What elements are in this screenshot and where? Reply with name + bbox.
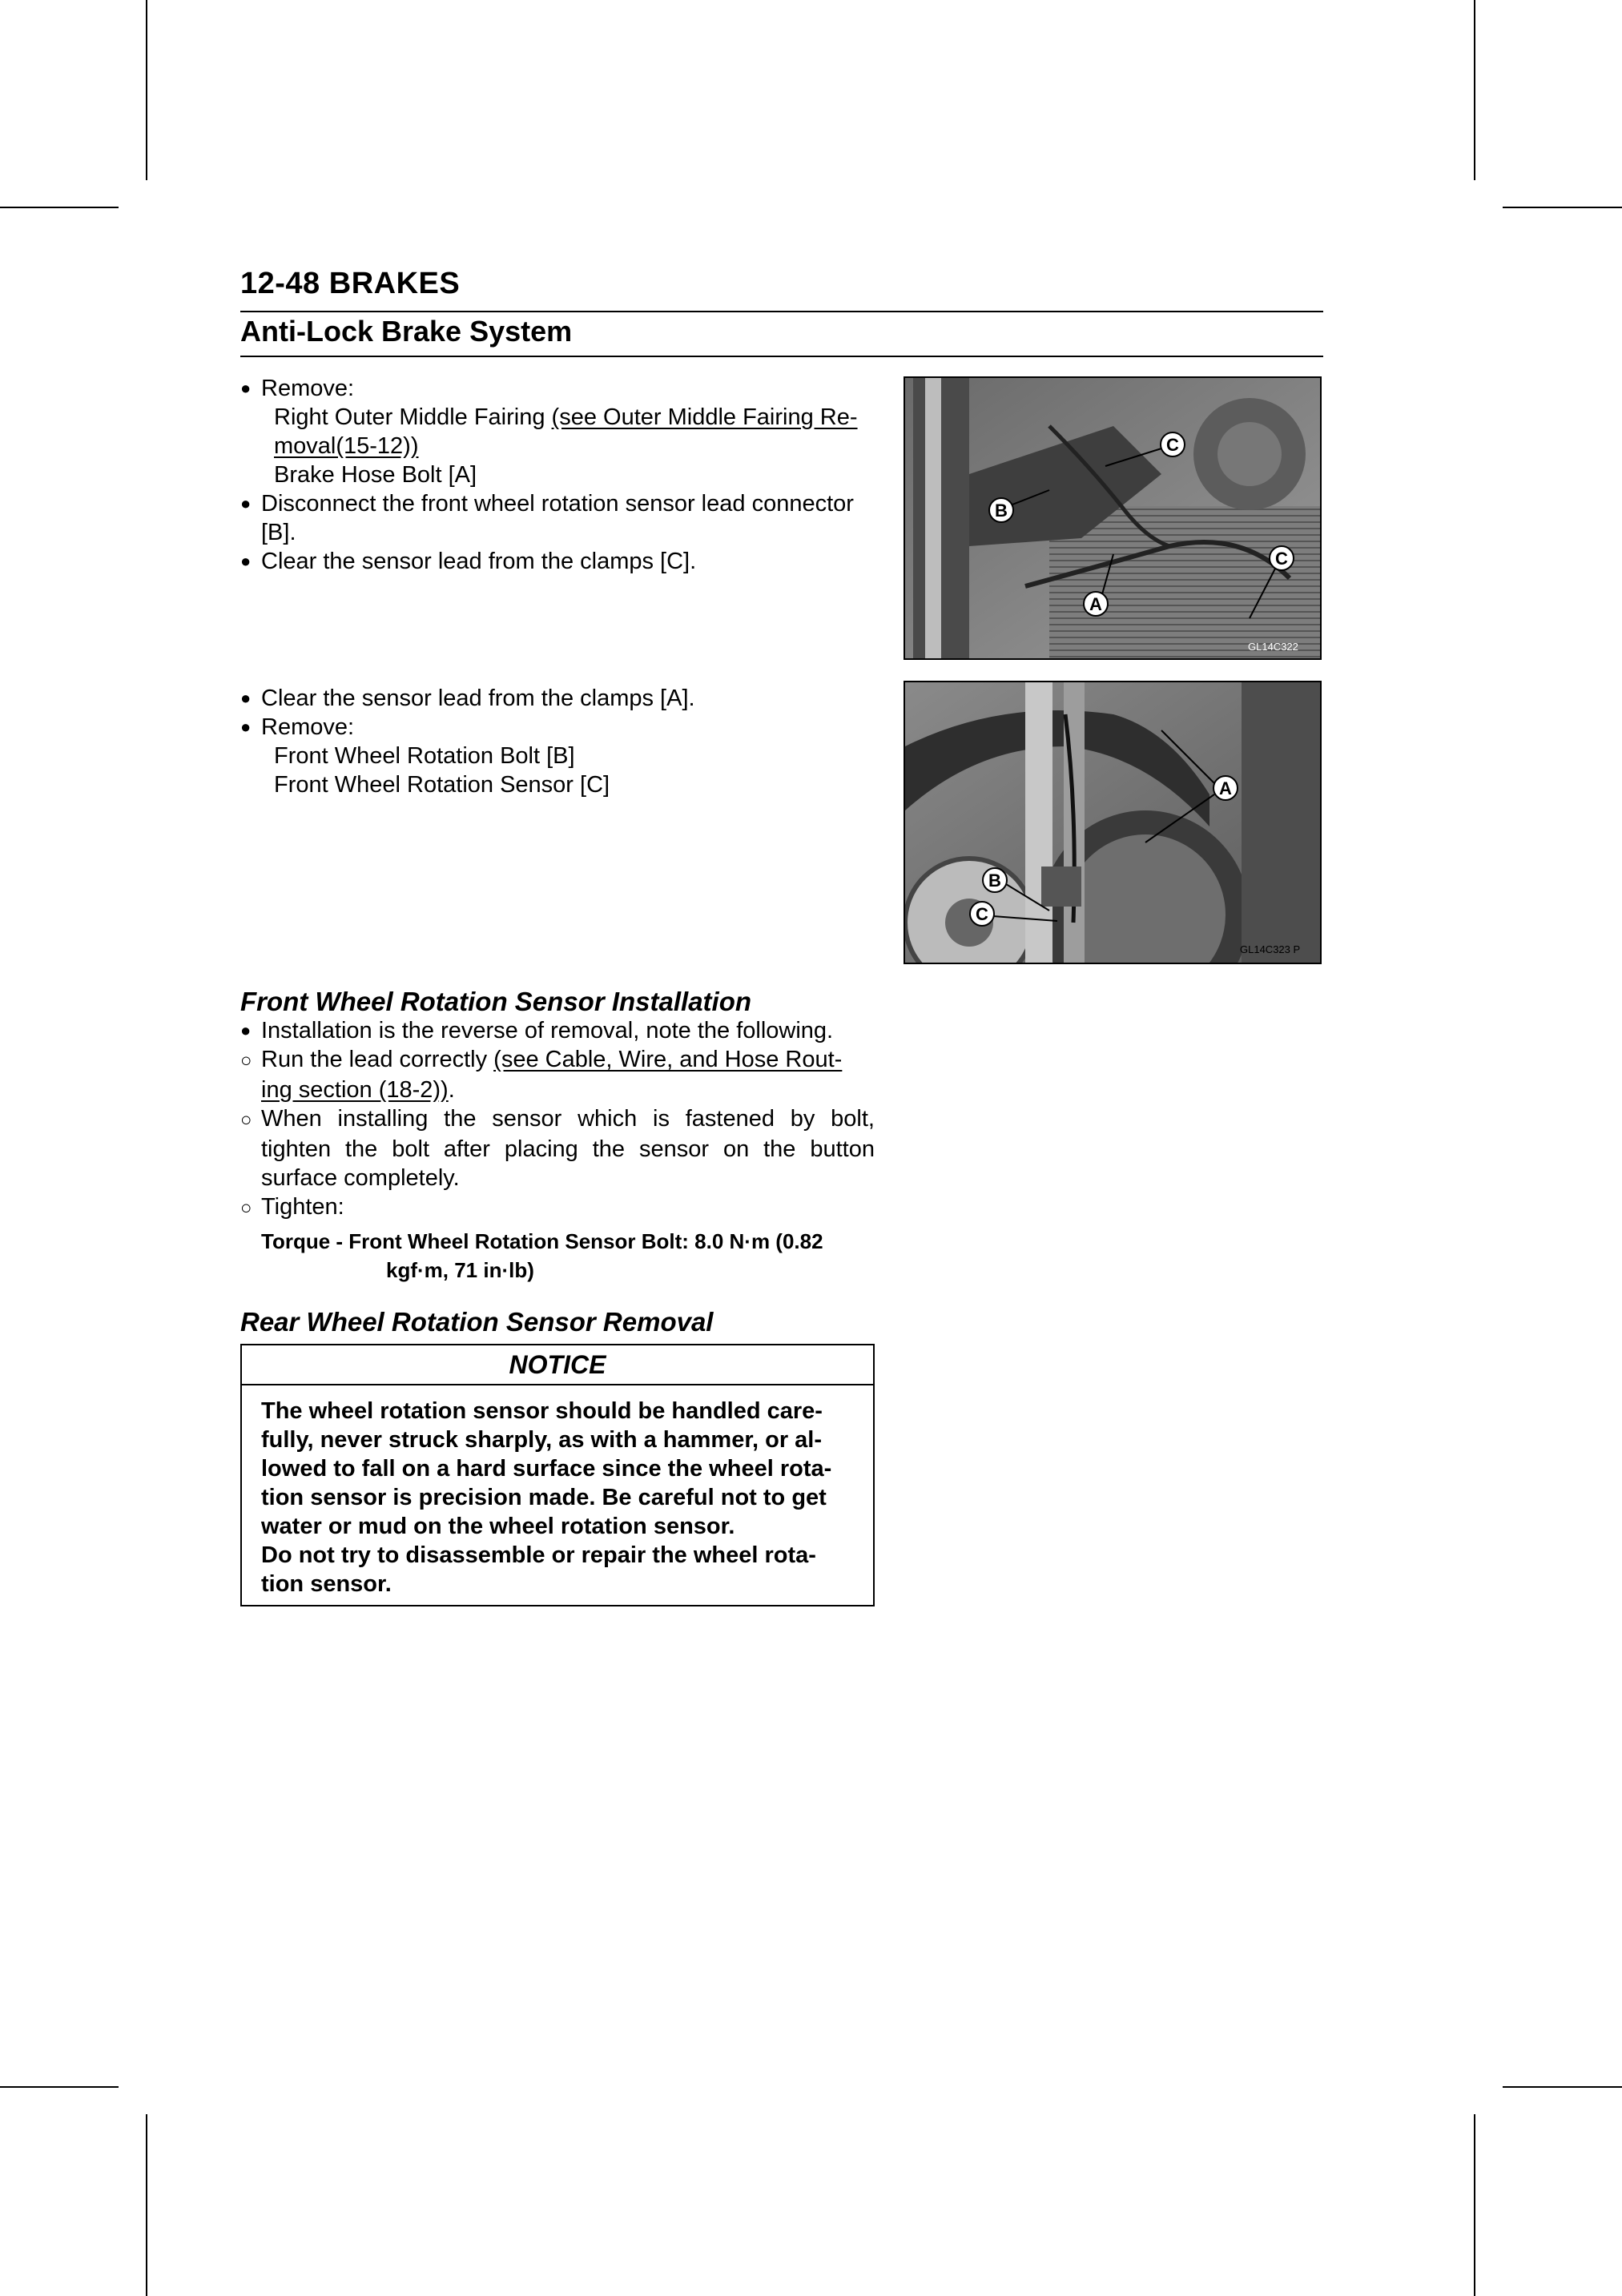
list-item: ○ When installing the sensor which is fastened by bolt, — [240, 1104, 875, 1135]
crop-mark — [1503, 207, 1622, 208]
cross-reference-link[interactable]: moval(15-12)) — [274, 433, 419, 459]
notice-line: Do not try to disassemble or repair the wheel rota- — [261, 1542, 816, 1568]
section-title: Anti-Lock Brake System — [240, 315, 573, 348]
removal-steps-2 — [240, 684, 875, 799]
bullet-icon: ● — [240, 717, 252, 737]
list-item: ing section (18-2)). — [261, 1077, 455, 1103]
figure-1-callout: A — [1089, 594, 1102, 614]
cross-reference-link[interactable]: ing section (18-2)) — [261, 1077, 449, 1103]
list-item: ○ Run the lead correctly (see Cable, Wire, and Hose Rout- — [240, 1045, 875, 1076]
notice-box — [240, 1344, 875, 1606]
list-item: surface completely. — [261, 1165, 460, 1191]
notice-line: lowed to fall on a hard surface since the wheel rota- — [261, 1456, 832, 1482]
figure-2-photo — [904, 681, 1322, 964]
open-circle-icon: ○ — [240, 1109, 252, 1131]
notice-line: The wheel rotation sensor should be handled care- — [261, 1398, 823, 1424]
list-item: Front Wheel Rotation Sensor [C] — [274, 772, 610, 798]
figure-2-callout: A — [1219, 778, 1232, 798]
cross-reference-link[interactable]: (see Cable, Wire, and Hose Rout- — [493, 1047, 843, 1072]
notice-line: fully, never struck sharply, as with a hammer, or al- — [261, 1427, 823, 1453]
list-item: Brake Hose Bolt [A] — [274, 462, 477, 488]
figure-1-callout: C — [1166, 435, 1179, 455]
notice-body — [242, 1385, 873, 1598]
notice-heading: NOTICE — [242, 1345, 873, 1385]
bullet-icon: ● — [240, 688, 252, 708]
notice-line: water or mud on the wheel rotation sensor. — [261, 1514, 735, 1539]
figure-2-callout: B — [988, 871, 1001, 891]
installation-heading: Front Wheel Rotation Sensor Installation — [240, 987, 752, 1016]
crop-mark — [1474, 0, 1475, 180]
list-item: Front Wheel Rotation Bolt [B] — [274, 743, 575, 769]
figure-2-code: GL14C323 P — [1240, 943, 1301, 955]
list-item: ● Remove: — [240, 714, 355, 740]
removal-steps-1 — [240, 374, 875, 576]
open-circle-icon: ○ — [240, 1197, 252, 1219]
figure-2-callout: C — [976, 904, 988, 924]
open-circle-icon: ○ — [240, 1050, 252, 1072]
crop-mark — [1503, 2086, 1622, 2088]
bullet-icon: ● — [240, 551, 252, 571]
header-rule — [240, 311, 1323, 312]
notice-line: tion sensor. — [261, 1571, 392, 1597]
bullet-icon: ● — [240, 378, 252, 398]
cross-reference-link[interactable]: (see Outer Middle Fairing Re- — [551, 404, 858, 430]
figure-1-callout: C — [1275, 549, 1288, 569]
figure-1-image — [905, 378, 1320, 658]
list-item: ● Installation is the reverse of removal, note the following. — [240, 1018, 834, 1043]
figure-1-callout: B — [995, 501, 1008, 521]
installation-steps — [240, 1016, 875, 1223]
list-item: ● Clear the sensor lead from the clamps [A]. — [240, 686, 695, 711]
removal-heading: Rear Wheel Rotation Sensor Removal — [240, 1307, 714, 1337]
list-item: ○ Tighten: — [240, 1192, 875, 1223]
torque-spec: Torque - Front Wheel Rotation Sensor Bolt: 8.0 N·m (0.82 kgf·m, 71 in·lb) — [261, 1229, 823, 1282]
list-item: [B]. — [261, 520, 296, 545]
figure-2-image — [905, 682, 1320, 963]
list-item: ● Clear the sensor lead from the clamps [C]. — [240, 549, 697, 574]
list-item: tighten the bolt after placing the sensor on the button — [261, 1136, 875, 1162]
list-item: ● Disconnect the front wheel rotation sensor lead connector — [240, 491, 854, 517]
list-item: Right Outer Middle Fairing (see Outer Middle Fairing Re- — [274, 404, 858, 430]
crop-mark — [1474, 2114, 1475, 2296]
crop-mark — [0, 2086, 119, 2088]
section-rule — [240, 356, 1323, 357]
bullet-icon: ● — [240, 493, 252, 513]
crop-mark — [0, 207, 119, 208]
figure-1-photo — [904, 376, 1322, 660]
list-item — [240, 432, 875, 460]
crop-mark — [146, 2114, 147, 2296]
bullet-icon: ● — [240, 1020, 252, 1040]
list-item: ● Remove: — [240, 376, 355, 401]
page-number: 12-48 BRAKES — [240, 267, 461, 300]
notice-line: tion sensor is precision made. Be careful not to get — [261, 1485, 827, 1510]
figure-1-code: GL14C322 — [1248, 641, 1298, 653]
crop-mark — [146, 0, 147, 180]
